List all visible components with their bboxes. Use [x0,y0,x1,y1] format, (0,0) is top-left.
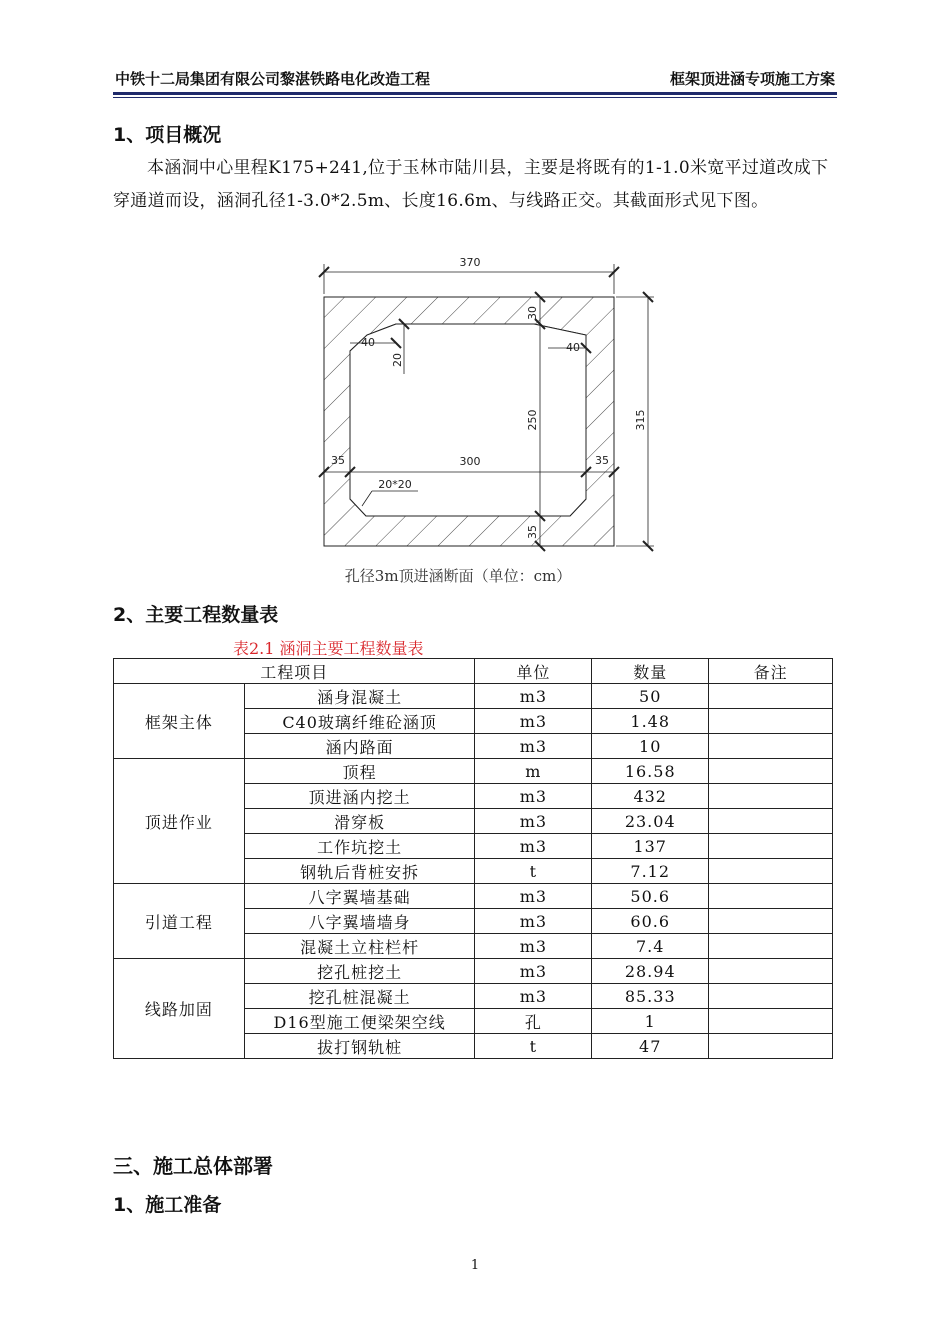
row-qty: 28.94 [592,959,709,984]
group-name: 顶进作业 [114,759,245,884]
row-note [709,909,833,934]
row-qty: 50.6 [592,884,709,909]
row-item: 挖孔桩混凝土 [244,984,475,1009]
header-note: 备注 [709,659,833,684]
row-unit: m3 [475,984,592,1009]
row-item: 工作坑挖土 [244,834,475,859]
dim-inner-width: 300 [459,455,481,468]
row-note [709,884,833,909]
dim-chamfer-height: 20 [391,353,404,367]
row-unit: m3 [475,909,592,934]
table-row [114,684,833,709]
row-item: 挖孔桩挖土 [244,959,475,984]
row-item: 顶程 [244,759,475,784]
row-item: 顶进涵内挖土 [244,784,475,809]
diagram-caption: 孔径3m顶进涵断面（单位：cm） [344,567,572,585]
row-item: 涵内路面 [244,734,475,759]
row-note [709,759,833,784]
row-qty: 10 [592,734,709,759]
row-unit: m3 [475,784,592,809]
row-unit: m [475,759,592,784]
row-note [709,1034,833,1059]
section-1-title: 1、项目概况 [113,124,222,146]
dim-bottom-chamfer: 20*20 [378,478,412,491]
dim-wall-right: 35 [595,454,609,467]
page-number: 1 [470,1258,480,1273]
row-unit: m3 [475,734,592,759]
row-qty: 50 [592,684,709,709]
row-qty: 137 [592,834,709,859]
row-note [709,1009,833,1034]
header-rule-thick [113,92,837,95]
row-note [709,984,833,1009]
section-1-paragraph: 本涵洞中心里程K175+241,位于玉林市陆川县，主要是将既有的1-1.0米宽平过道改成下穿通道而设，涵洞孔径1-3.0*2.5m、长度16.6m、与线路正交。其截面形式见下图。 [113,158,829,211]
row-qty: 23.04 [592,809,709,834]
row-qty: 7.12 [592,859,709,884]
dim-height-total: 315 [634,409,647,431]
row-qty: 1 [592,1009,709,1034]
row-unit: t [475,859,592,884]
row-qty: 47 [592,1034,709,1059]
row-unit: m3 [475,959,592,984]
row-item: 滑穿板 [244,809,475,834]
section-2-title: 2、主要工程数量表 [113,604,279,626]
row-qty: 85.33 [592,984,709,1009]
row-unit: m3 [475,934,592,959]
group-name: 线路加固 [114,959,245,1059]
row-item: 涵身混凝土 [244,684,475,709]
culvert-cross-section-diagram [300,248,670,568]
dim-wall-left: 35 [331,454,345,467]
section-3-title: 三、施工总体部署 [113,1154,273,1178]
dim-top-thickness: 30 [526,306,539,320]
row-item: 钢轨后背桩安拆 [244,859,475,884]
row-unit: m3 [475,709,592,734]
row-qty: 16.58 [592,759,709,784]
table-row [114,884,833,909]
row-unit: t [475,1034,592,1059]
row-item: 八字翼墙墙身 [244,909,475,934]
row-note [709,934,833,959]
dim-width-total: 370 [459,256,481,269]
row-note [709,684,833,709]
group-name: 框架主体 [114,684,245,759]
row-qty: 432 [592,784,709,809]
table-header-row [114,659,833,684]
header-qty: 数量 [592,659,709,684]
row-note [709,734,833,759]
section-3-subtitle: 1、施工准备 [113,1194,222,1216]
row-unit: m3 [475,834,592,859]
row-note [709,809,833,834]
row-item: D16型施工便梁架空线 [244,1009,475,1034]
header-item: 工程项目 [114,659,475,684]
row-qty: 60.6 [592,909,709,934]
row-note [709,959,833,984]
dim-inner-height: 250 [526,409,539,431]
table-row [114,759,833,784]
row-unit: m3 [475,684,592,709]
row-item: 混凝土立柱栏杆 [244,934,475,959]
row-note [709,784,833,809]
row-qty: 7.4 [592,934,709,959]
header-document-title: 框架顶进涵专项施工方案 [669,70,835,88]
row-note [709,834,833,859]
row-item: C40玻璃纤维砼涵顶 [244,709,475,734]
row-unit: m3 [475,884,592,909]
page-header [113,66,837,90]
row-item: 拔打钢轨桩 [244,1034,475,1059]
row-unit: 孔 [475,1009,592,1034]
group-name: 引道工程 [114,884,245,959]
dim-bottom-thickness: 35 [526,525,539,539]
header-project-name: 中铁十二局集团有限公司黎湛铁路电化改造工程 [115,70,431,88]
dim-chamfer-left: 40 [361,336,375,349]
quantity-table [113,658,833,1059]
header-unit: 单位 [475,659,592,684]
row-note [709,859,833,884]
row-item: 八字翼墙基础 [244,884,475,909]
header-rule-thin [113,97,837,98]
row-note [709,709,833,734]
row-unit: m3 [475,809,592,834]
dim-chamfer-right: 40 [566,341,580,354]
table-row [114,959,833,984]
row-qty: 1.48 [592,709,709,734]
table-caption: 表2.1 涵洞主要工程数量表 [233,639,424,658]
